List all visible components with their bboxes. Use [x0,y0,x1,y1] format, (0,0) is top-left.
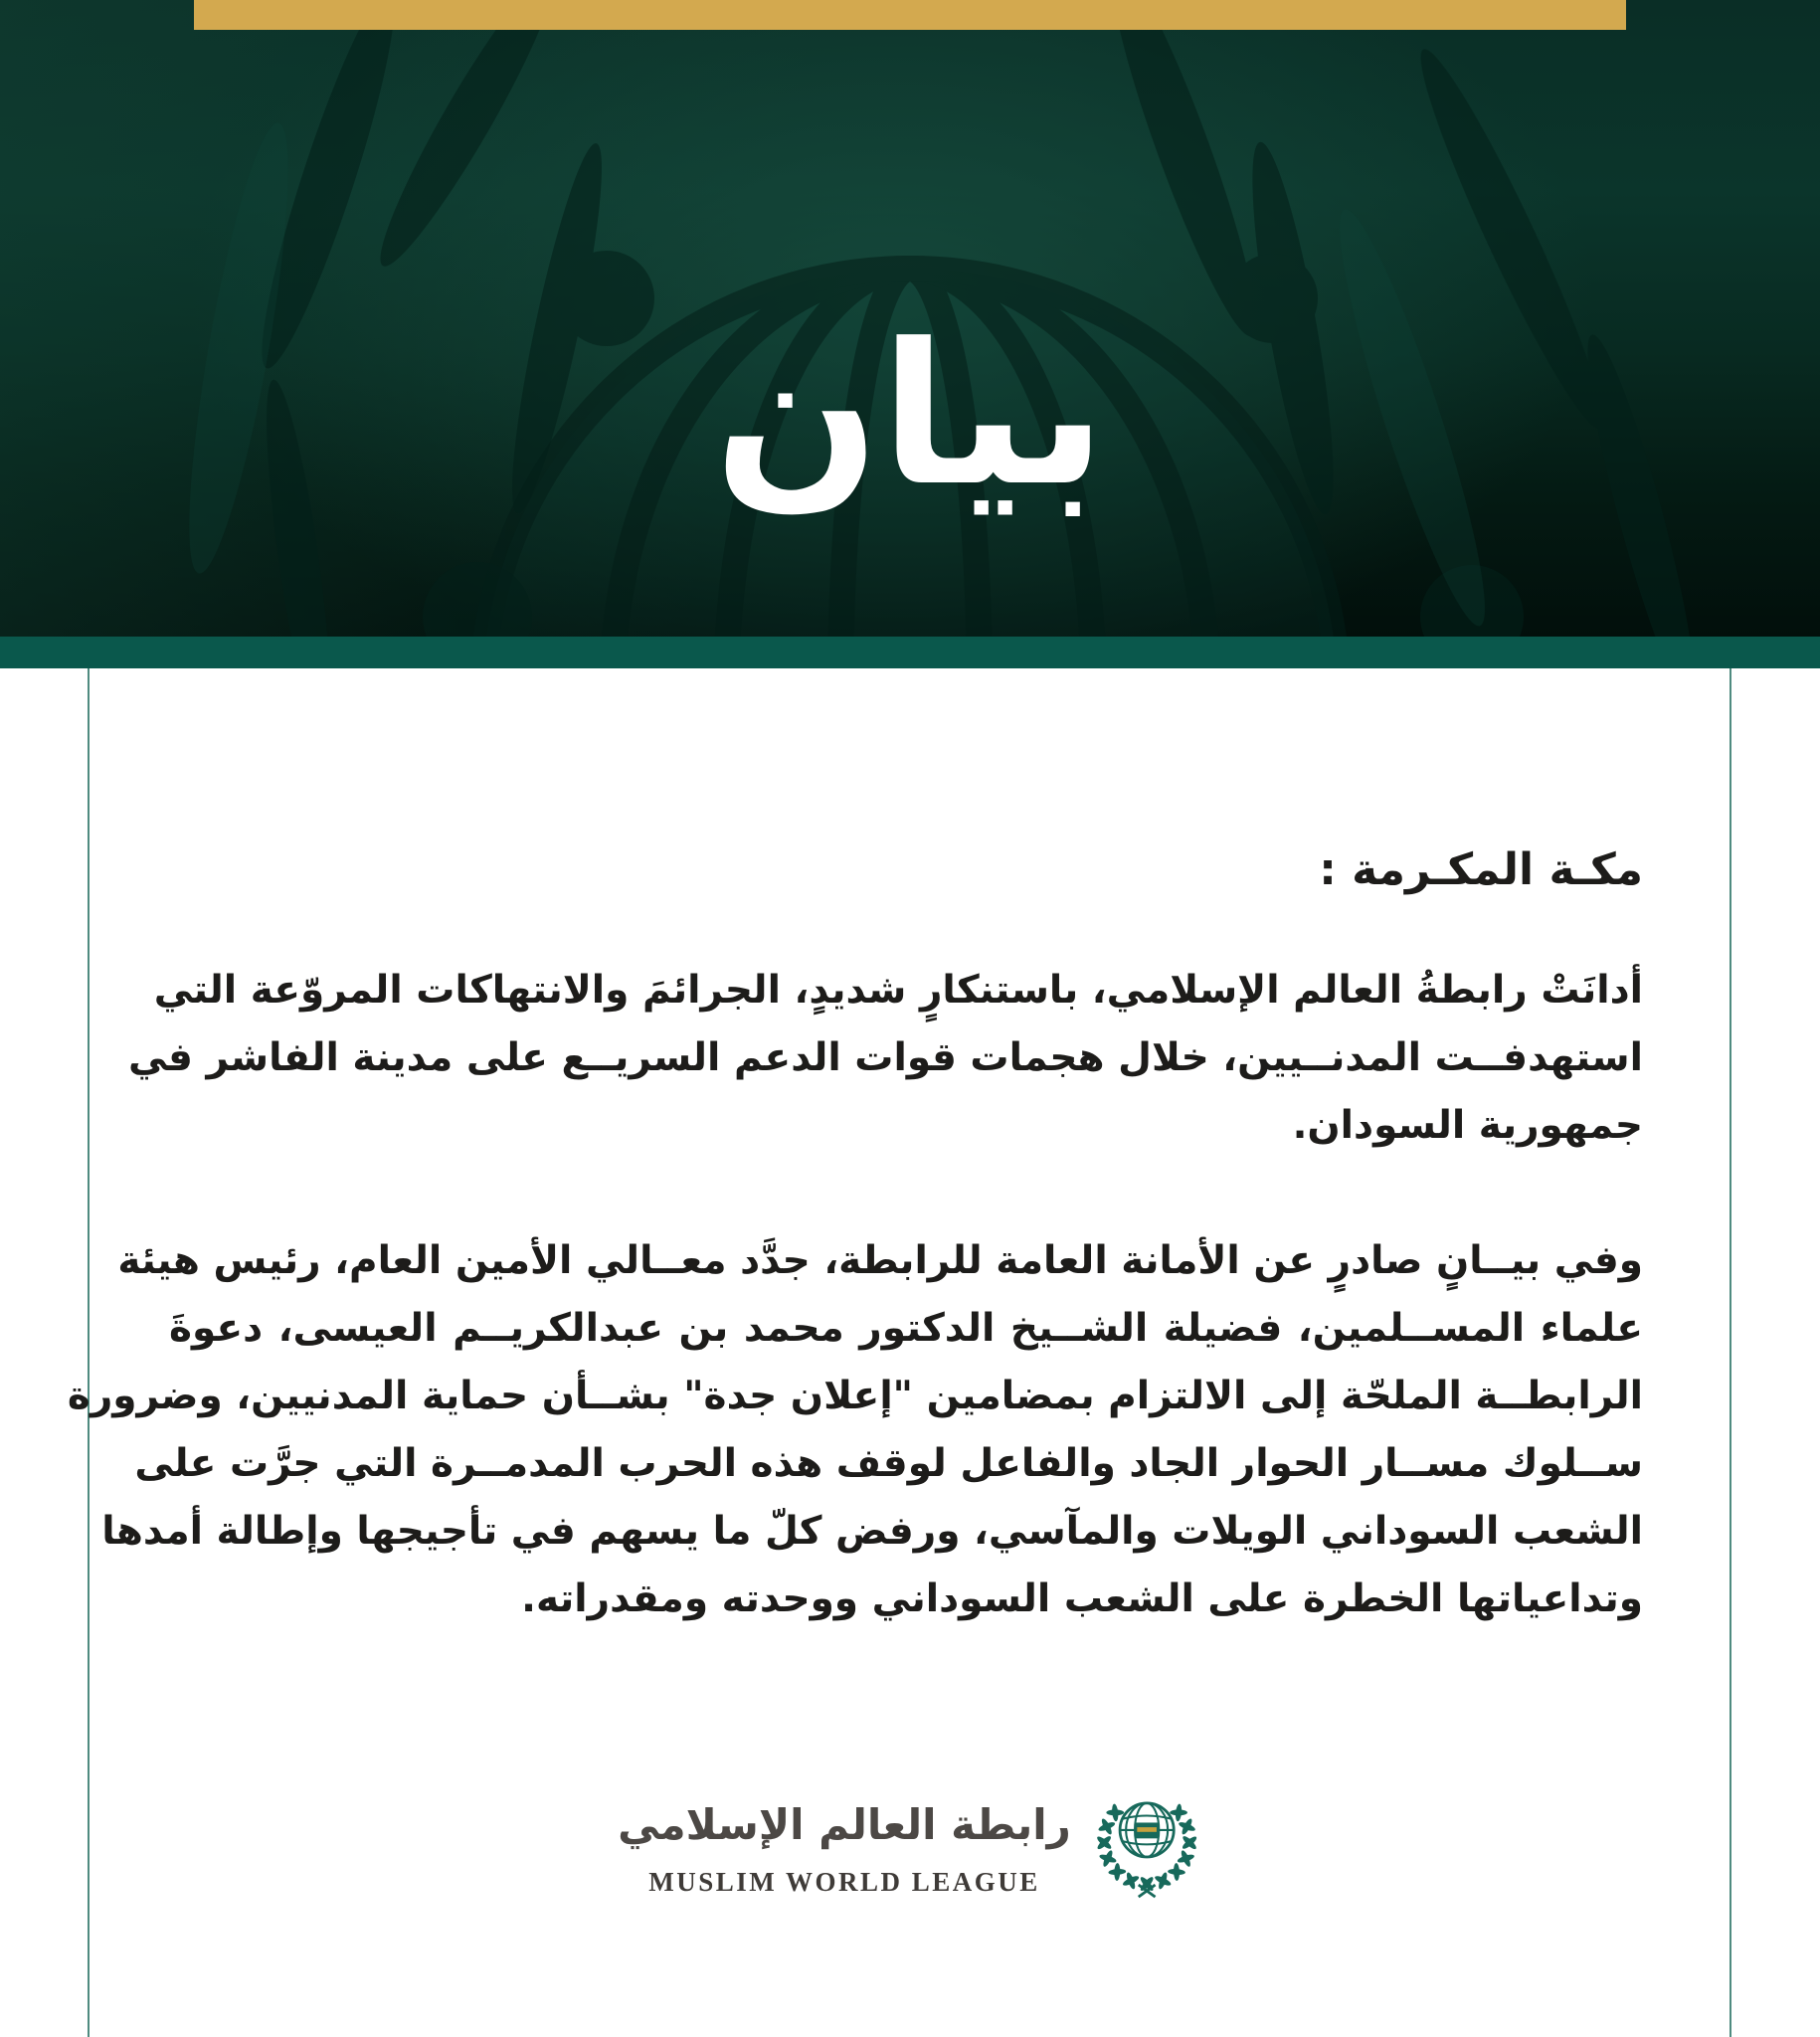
paragraph-line: الرابطــة الملحّة إلى الالتزام بمضامين "إعلان جدة" بشــأن حماية المدنيين، وضرورة [67,1374,1643,1418]
mwl-english-wordmark: MUSLIM WORLD LEAGUE [648,1866,1040,1897]
paragraph-line: وفي بيــانٍ صادرٍ عن الأمانة العامة للرابطة، جدَّد معــالي الأمين العام، رئيس هيئة [117,1238,1643,1283]
paragraph-line: استهدفــت المدنــيين، خلال هجمات قوات الدعم السريــع على مدينة الفاشر في [127,1035,1643,1080]
dateline-heading: مكـة المكـرمة : [1319,844,1643,895]
mwl-arabic-wordmark: رابطة العالم الإسلامي [618,1799,1071,1849]
mwl-emblem laurel-wreath-globe-icon [1091,1782,1202,1904]
header-banner [0,0,1820,637]
gold-top-bar [194,0,1626,30]
mwl-wordmarks [618,1789,1071,1898]
statement-paragraph-1 [127,957,1643,1160]
header-accent-strip [0,637,1820,668]
paragraph-line: أدانَتْ رابطةُ العالم الإسلامي، باستنكارٍ شديدٍ، الجرائمَ والانتهاكات المروّعة التي [153,968,1643,1013]
banner-calligraphy-title: بيان [713,302,1107,529]
right-rule-line [1729,668,1731,2037]
paragraph-line: وتداعياتها الخطرة على الشعب السوداني ووحدته ومقدراته. [521,1576,1643,1621]
paragraph-line: جمهورية السودان. [1292,1103,1643,1148]
statement-paragraph-2 [67,1227,1643,1633]
paragraph-line: ســلوك مســار الحوار الجاد والفاعل لوقف هذه الحرب المدمــرة التي جرَّت على [134,1441,1643,1486]
paragraph-line: علماء المســلمين، فضيلة الشــيخ الدكتور محمد بن عبدالكريــم العيسى، دعوةَ [169,1306,1643,1351]
kaaba-icon [1135,1822,1159,1838]
left-rule-line [88,668,90,2037]
paragraph-line: الشعب السوداني الويلات والمآسي، ورفض كلّ ما يسهم في تأجيجها وإطالة أمدها [101,1509,1643,1554]
mwl-footer-logo [618,1782,1202,1904]
